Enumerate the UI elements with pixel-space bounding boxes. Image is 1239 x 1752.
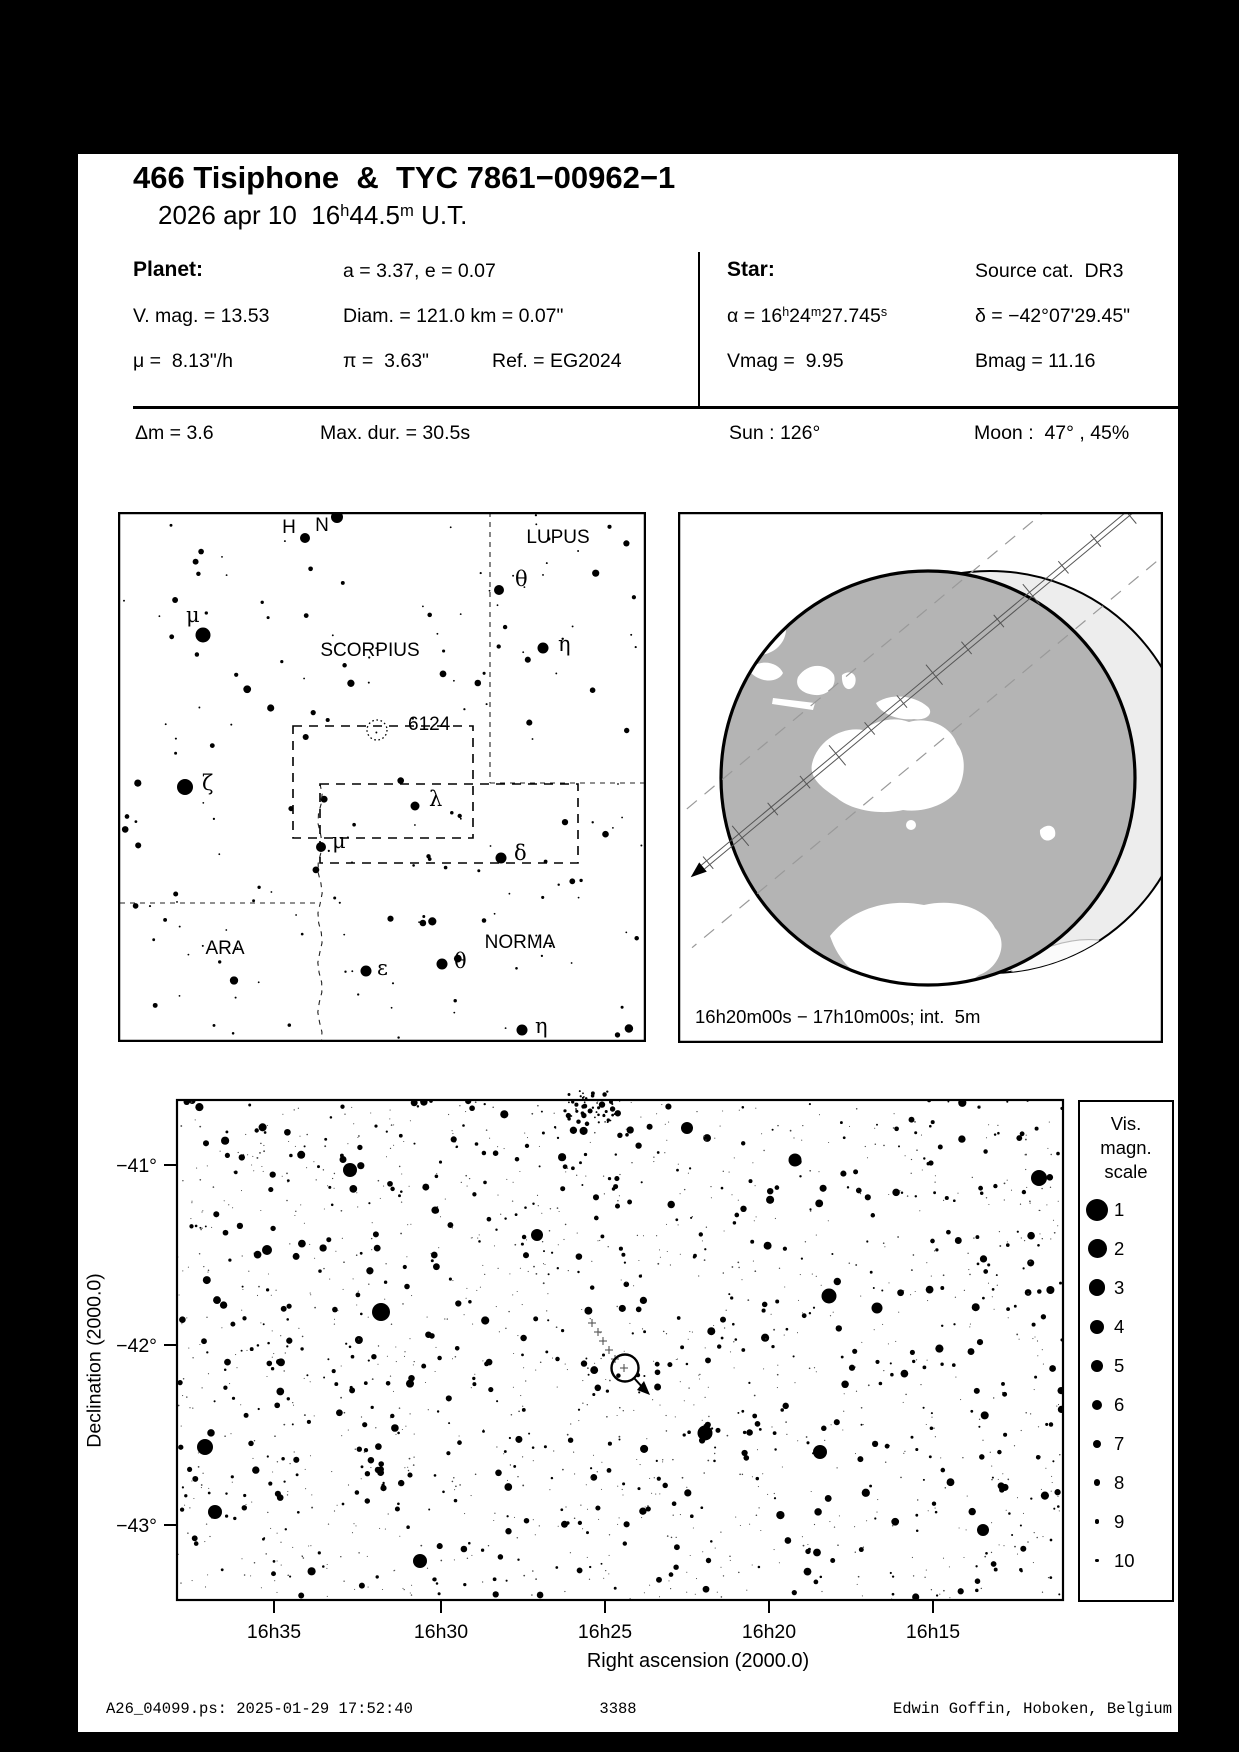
- magnitude-dot: [1091, 1360, 1103, 1372]
- bright-star: [262, 1245, 272, 1255]
- named-star: [517, 1025, 528, 1036]
- constellation-label: ARA: [205, 938, 245, 959]
- constellation-label: N: [315, 515, 329, 536]
- date-minutes: 44.5: [349, 200, 401, 230]
- bright-star: [1031, 1170, 1047, 1186]
- ra-hours: α = 16: [727, 305, 783, 327]
- magnitude-dot: [1092, 1400, 1102, 1410]
- bright-star: [197, 1439, 213, 1455]
- magnitude-dot: [1095, 1519, 1100, 1524]
- planet-parallax: π = 3.63": [343, 350, 429, 372]
- magnitude-value: 5: [1114, 1354, 1125, 1376]
- date-min-sup: m: [400, 200, 414, 220]
- max-duration: Max. dur. = 30.5s: [320, 422, 471, 444]
- magnitude-dot: [1094, 1479, 1100, 1485]
- bright-star: [343, 1163, 357, 1177]
- star-greek-label: ζ: [202, 771, 214, 795]
- star-greek-label: ε: [377, 956, 388, 980]
- magnitude-value: 10: [1114, 1549, 1135, 1571]
- dec-axis-label: Declination (2000.0): [83, 1273, 106, 1448]
- named-star: [494, 585, 504, 595]
- named-star: [538, 643, 549, 654]
- globe-panel-border: [679, 513, 1162, 1042]
- magnitude-value: 1: [1114, 1198, 1125, 1220]
- bright-star: [872, 1303, 883, 1314]
- finder-content: [120, 512, 646, 1042]
- star-bmag: Bmag = 11.16: [975, 350, 1096, 372]
- star-cluster: [563, 1090, 615, 1126]
- detailed-star-chart: [57, 1040, 1197, 1685]
- footer-filename: A26_04099.ps: 2025-01-29 17:52:40: [106, 1700, 413, 1718]
- dec-tick-label: −42°: [116, 1335, 157, 1357]
- legend-entry: [1080, 1502, 1172, 1541]
- legend-star-dot: [1080, 1400, 1114, 1410]
- star-greek-label: θ: [454, 949, 467, 973]
- bright-star: [813, 1445, 827, 1459]
- legend-star-dot: [1080, 1199, 1114, 1221]
- chart-field-outline: [320, 784, 578, 863]
- star-ra: [727, 305, 887, 328]
- table-rule: [133, 406, 1178, 409]
- magnitude-value: 9: [1114, 1510, 1125, 1532]
- magnitude-value: 6: [1114, 1393, 1125, 1415]
- legend-title-line1: Vis.: [1110, 1113, 1142, 1134]
- constellation-label: H: [282, 517, 296, 538]
- bright-star: [531, 1229, 543, 1241]
- chart-field-outline: [293, 726, 473, 838]
- sun-distance: Sun : 126°: [729, 422, 821, 444]
- named-star: [361, 966, 372, 977]
- bright-star: [681, 1122, 693, 1134]
- footer-sequence-number: 3388: [599, 1700, 637, 1718]
- named-star: [196, 628, 211, 643]
- ra-m-sup: m: [810, 304, 822, 319]
- ra-seconds: 27.745: [821, 305, 881, 327]
- ra-s-sup: s: [880, 304, 888, 319]
- planet-heading: Planet:: [133, 258, 204, 281]
- legend-entry: [1080, 1229, 1172, 1268]
- magnitude-value: 2: [1114, 1237, 1125, 1259]
- bright-star: [372, 1303, 390, 1321]
- ra-tick-label: 16h35: [246, 1621, 302, 1643]
- cluster-6124-symbol: [367, 720, 387, 740]
- star-vmag: Vmag = 9.95: [727, 350, 844, 372]
- legend-title-line2: magn.: [1100, 1137, 1152, 1158]
- named-star: [437, 959, 448, 970]
- legend-entry: [1080, 1346, 1172, 1385]
- star-greek-label: μ: [332, 829, 346, 853]
- planet-vmag: V. mag. = 13.53: [133, 305, 270, 327]
- named-star: [177, 779, 193, 795]
- legend-entry: [1080, 1307, 1172, 1346]
- magnitude-legend: [1078, 1100, 1174, 1602]
- magnitude-dot: [1086, 1199, 1108, 1221]
- date-prefix: 2026 apr 10 16: [158, 200, 341, 230]
- magnitude-value: 8: [1114, 1471, 1125, 1493]
- bright-star: [208, 1505, 222, 1519]
- planet-reference: Ref. = EG2024: [492, 350, 622, 372]
- ra-tick-label: 16h30: [413, 1621, 469, 1643]
- legend-entry: [1080, 1190, 1172, 1229]
- planet-orbit: a = 3.37, e = 0.07: [343, 260, 496, 282]
- constellation-label: NORMA: [484, 932, 556, 953]
- legend-star-dot: [1080, 1440, 1114, 1448]
- date-hour-sup: h: [340, 200, 350, 220]
- bright-star: [789, 1154, 802, 1167]
- page-title: 466 Tisiphone & TYC 7861−00962−1: [133, 160, 676, 195]
- dec-tick-label: −43°: [116, 1515, 157, 1537]
- constellation-border: [318, 784, 322, 1042]
- planet-motion: μ = 8.13"/h: [133, 350, 234, 372]
- star-greek-label: η: [535, 1014, 548, 1038]
- mag-drop: Δm = 3.6: [135, 422, 214, 444]
- star-field: [176, 1097, 1065, 1600]
- star-source-catalog: Source cat. DR3: [975, 260, 1124, 282]
- star-greek-label: η: [558, 632, 571, 656]
- legend-star-dot: [1080, 1479, 1114, 1485]
- named-star: [411, 802, 420, 811]
- occultation-target-marker: [588, 1319, 650, 1395]
- star-greek-label: λ: [429, 787, 443, 811]
- ra-h-sup: h: [782, 304, 790, 319]
- magnitude-dot: [1088, 1239, 1107, 1258]
- legend-entry: [1080, 1268, 1172, 1307]
- star-greek-label: δ: [514, 841, 527, 865]
- legend-star-dot: [1080, 1559, 1114, 1562]
- table-divider: [698, 252, 700, 406]
- bright-star: [977, 1524, 989, 1536]
- magnitude-dot: [1093, 1440, 1101, 1448]
- legend-entry: [1080, 1424, 1172, 1463]
- ra-tick-label: 16h15: [905, 1621, 961, 1643]
- star-heading: Star:: [727, 258, 775, 281]
- legend-star-dot: [1080, 1360, 1114, 1372]
- observation-date: [158, 200, 467, 231]
- date-suffix: U.T.: [413, 200, 468, 230]
- ra-tick-label: 16h25: [577, 1621, 633, 1643]
- star-dec: δ = −42°07'29.45": [975, 305, 1131, 327]
- legend-star-dot: [1080, 1320, 1114, 1334]
- legend-star-dot: [1080, 1279, 1114, 1295]
- bright-star: [822, 1289, 837, 1304]
- legend-entries: [1080, 1190, 1172, 1580]
- named-star: [300, 533, 310, 543]
- dec-tick-label: −41°: [116, 1155, 157, 1177]
- magnitude-dot: [1095, 1559, 1098, 1562]
- footer-author: Edwin Goffin, Hoboken, Belgium: [892, 1700, 1172, 1718]
- legend-title: [1080, 1112, 1172, 1184]
- earth-globe-path-map: [678, 512, 1163, 1043]
- magnitude-value: 3: [1114, 1276, 1125, 1298]
- legend-entry: [1080, 1463, 1172, 1502]
- constellation-finder-chart: [118, 512, 646, 1042]
- constellation-label: SCORPIUS: [320, 640, 420, 661]
- legend-entry: [1080, 1541, 1172, 1580]
- magnitude-dot: [1089, 1279, 1105, 1295]
- planet-diameter: Diam. = 121.0 km = 0.07": [343, 305, 564, 327]
- magnitude-value: 7: [1114, 1432, 1125, 1454]
- ra-tick-label: 16h20: [741, 1621, 797, 1643]
- legend-title-line3: scale: [1104, 1161, 1148, 1182]
- bright-star: [698, 1426, 713, 1441]
- moon-distance: Moon : 47° , 45%: [974, 422, 1130, 444]
- bright-star: [413, 1554, 427, 1568]
- named-star: [316, 842, 326, 852]
- magnitude-dot: [1090, 1320, 1104, 1334]
- path-time-caption: 16h20m00s − 17h10m00s; int. 5m: [695, 1006, 981, 1027]
- legend-star-dot: [1080, 1239, 1114, 1258]
- legend-star-dot: [1080, 1519, 1114, 1524]
- paper-sheet: [78, 154, 1178, 1732]
- legend-entry: [1080, 1385, 1172, 1424]
- constellation-label: LUPUS: [526, 527, 590, 548]
- star-greek-label: μ: [186, 603, 200, 627]
- cluster-6124-label: 6124: [408, 714, 451, 735]
- named-star: [496, 853, 507, 864]
- magnitude-value: 4: [1114, 1315, 1125, 1337]
- ra-axis-label: Right ascension (2000.0): [586, 1650, 810, 1672]
- star-greek-label: θ: [515, 567, 528, 591]
- ra-minutes: 24: [789, 305, 811, 327]
